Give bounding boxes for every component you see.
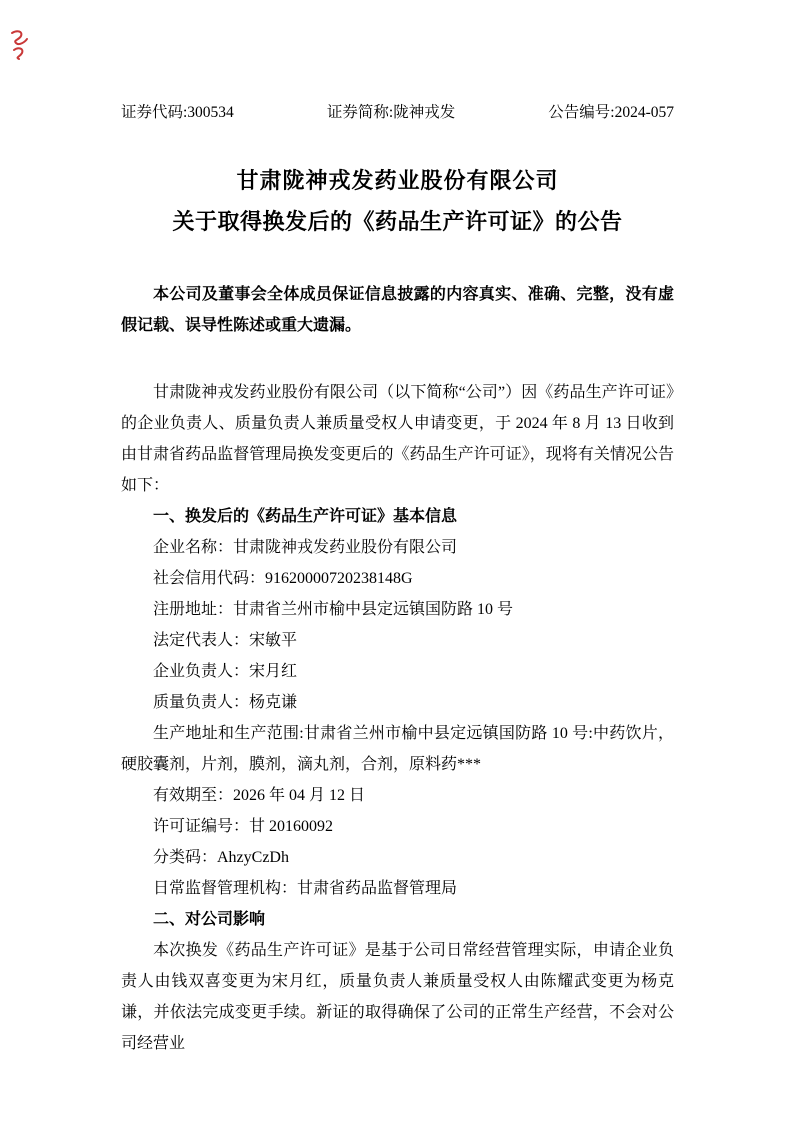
document-header: [121, 102, 674, 123]
impact-paragraph: 本次换发《药品生产许可证》是基于公司日常经营管理实际，申请企业负责人由钱双喜变更为宋月红，质量负责人兼质量受权人由陈耀武变更为杨克谦，并依法完成变更手续。新证的取得确保了公司的正常生产经营，不会对公司经营业: [121, 942, 674, 1052]
stock-name: 证券简称:陇神戎发: [326, 104, 456, 121]
item-valid-until: 有效期至：2026 年 04 月 12 日: [153, 787, 366, 804]
item-credit-code: 社会信用代码：91620000720238148G: [153, 570, 413, 587]
item-license-number: 许可证编号：甘 20160092: [153, 818, 334, 835]
stock-code: 证券代码:300534: [121, 104, 234, 121]
company-name-title: 甘肃陇神戎发药业股份有限公司: [236, 168, 559, 193]
section1-heading: 一、换发后的《药品生产许可证》基本信息: [153, 508, 458, 525]
disclaimer-paragraph: 本公司及董事会全体成员保证信息披露的内容真实、准确、完整，没有虚假记载、误导性陈述或重大遗漏。: [121, 286, 674, 334]
item-legal-representative: 法定代表人：宋敏平: [153, 632, 298, 649]
item-enterprise-head: 企业负责人：宋月红: [153, 663, 298, 680]
section2-heading: 二、对公司影响: [153, 911, 266, 928]
item-registered-address: 注册地址：甘肃省兰州市榆中县定远镇国防路 10 号: [153, 601, 514, 618]
item-production-scope: 生产地址和生产范围:甘肃省兰州市榆中县定远镇国防路 10 号:中药饮片，硬胶囊剂，片剂，膜剂，滴丸剂，合剂，原料药***: [121, 725, 674, 773]
announcement-title: 关于取得换发后的《药品生产许可证》的公告: [172, 209, 623, 234]
title-block: [121, 166, 674, 237]
announcement-number: 公告编号:2024-057: [548, 104, 674, 121]
item-company-name: 企业名称：甘肃陇神戎发药业股份有限公司: [153, 539, 458, 556]
red-ink-mark: [8, 28, 34, 62]
item-classification-code: 分类码：AhzyCzDh: [153, 849, 289, 866]
item-supervision-authority: 日常监督管理机构：甘肃省药品监督管理局: [153, 880, 458, 897]
intro-paragraph: 甘肃陇神戎发药业股份有限公司（以下简称“公司”）因《药品生产许可证》的企业负责人、质量负责人兼质量受权人申请变更，于 2024 年 8 月 13 日收到由甘肃省药品监督管理局换发变更后的《药品生产许可证》，现将有关情况公告如下：: [121, 384, 674, 494]
item-quality-head: 质量负责人：杨克谦: [153, 694, 298, 711]
document-body: [121, 377, 674, 1059]
